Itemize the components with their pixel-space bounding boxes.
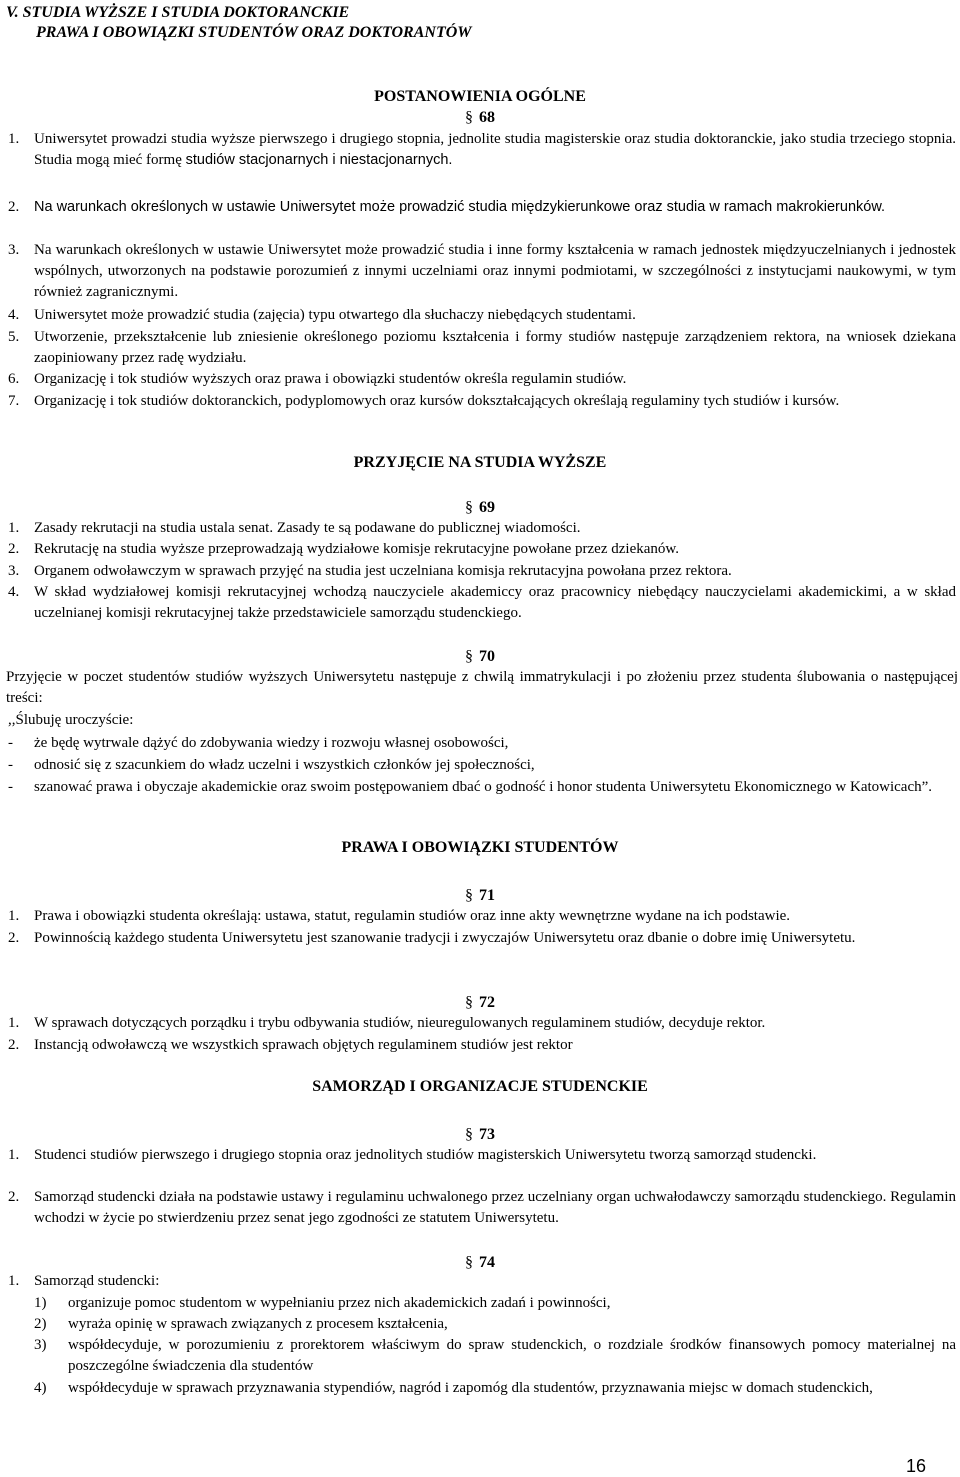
item-number: 2. [8, 930, 20, 946]
oath-text: że będę wytrwale dążyć do zdobywania wiedzy i rozwoju własnej osobowości, [34, 735, 509, 751]
subitem-number: 3) [34, 1337, 47, 1353]
subitem-text: współdecyduje, w porozumieniu z prorektorem właściwym do spraw studenckich, o rozdziale środków finansowych pomocy materialnej na poszczególne świadczenia dla studentów [68, 1337, 956, 1374]
item-text: Organizację i tok studiów doktoranckich, podyplomowych oraz kursów dokształcających określają regulaminy tych studiów i kursów. [34, 393, 840, 409]
item-number: 2. [8, 1037, 20, 1053]
paragraph-number: 70 [479, 648, 495, 665]
section-heading-self-government: SAMORZĄD I ORGANIZACJE STUDENCKIE [312, 1078, 648, 1095]
paragraph-number: 71 [479, 887, 495, 904]
item-text: W skład wydziałowej komisji rekrutacyjnej wchodzą nauczyciele akademiccy oraz pracownicy niebędący nauczycielami akademickimi, a w skład uczelnianej komisji rekrutacyjnej także przedstawiciele samorządu studenckiego. [34, 584, 956, 621]
item-number: 1. [8, 1147, 20, 1163]
item-text: Instancją odwoławczą we wszystkich sprawach objętych regulaminem studiów jest rektor [34, 1037, 573, 1053]
section-sign: § [465, 109, 473, 126]
paragraph-number: 72 [479, 994, 495, 1011]
paragraph-70-intro: Przyjęcie w poczet studentów studiów wyższych Uniwersytetu następuje z chwilą immatrykulacji i po złożeniu przez studenta ślubowania o następującej treści: [6, 669, 958, 706]
item-number: 6. [8, 371, 20, 387]
oath-opening: ,,Ślubuję uroczyście: [8, 712, 134, 728]
item-text [34, 129, 956, 171]
subitem-number: 2) [34, 1316, 47, 1332]
subitem-text: wyraża opinię w sprawach związanych z procesem kształcenia, [68, 1316, 448, 1332]
section-heading-admission: PRZYJĘCIE NA STUDIA WYŻSZE [353, 454, 607, 471]
section-sign: § [465, 1126, 473, 1143]
item-number: 3. [8, 242, 20, 258]
section-sign: § [465, 994, 473, 1011]
paragraph-number: 73 [479, 1126, 495, 1143]
item-text: Prawa i obowiązki studenta określają: ustawa, statut, regulamin studiów oraz inne akty wewnętrzne wydane na ich podstawie. [34, 908, 791, 924]
item-text: Samorząd studencki: [34, 1273, 160, 1289]
subitem-number: 1) [34, 1295, 47, 1311]
section-sign: § [465, 648, 473, 665]
oath-text: szanować prawa i obyczaje akademickie oraz swoim postępowaniem dbać o godność i honor studenta Uniwersytetu Ekonomicznego w Katowicach”. [34, 779, 933, 795]
section-sign: § [465, 887, 473, 904]
item-text: Zasady rekrutacji na studia ustala senat. Zasady te są podawane do publicznej wiadomości. [34, 520, 581, 536]
section-heading-general: POSTANOWIENIA OGÓLNE [374, 88, 586, 105]
section-sign: § [465, 1254, 473, 1271]
subitem-text: organizuje pomoc studentom w wypełnianiu przez nich akademickich zadań i powinności, [68, 1295, 611, 1311]
item-number: 2. [8, 541, 20, 557]
item-number: 1. [8, 908, 20, 924]
section-heading-rights: PRAWA I OBOWIĄZKI STUDENTÓW [341, 839, 619, 856]
page-number: 16 [905, 1456, 926, 1476]
item-number: 7. [8, 393, 20, 409]
paragraph-number: 74 [479, 1254, 495, 1271]
paragraph-72-items [0, 1013, 960, 1063]
item-text: Utworzenie, przekształcenie lub zniesienie określonego poziomu kształcenia i formy studiów następuje zarządzeniem rektora, na wniosek dziekana zaopiniowany przez radę wydziału. [34, 329, 956, 366]
item-text-serif: Uniwersytet prowadzi studia wyższe pierwszego i drugiego stopnia, jednolite studia magisterskie oraz studia doktoranckie, jako studia trzeciego stopnia. Studia mogą mieć formę [34, 131, 956, 168]
subitem-number: 4) [34, 1380, 47, 1396]
section-sign: § [465, 499, 473, 516]
item-number: 2. [8, 199, 20, 215]
item-text: Uniwersytet może prowadzić studia (zajęcia) typu otwartego dla słuchaczy niebędących studentami. [34, 307, 636, 323]
paragraph-72-heading [0, 992, 960, 1013]
paragraph-71-heading [0, 885, 960, 906]
paragraph-73-heading [0, 1124, 960, 1145]
paragraph-74-heading [0, 1252, 960, 1273]
paragraph-69-heading [0, 497, 960, 518]
item-text: Samorząd studencki działa na podstawie ustawy i regulaminu uchwalonego przez uczelniany organ uchwałodawczy samorządu studenckiego. Regulamin wchodzi w życie po stwierdzeniu przez senat jego zgodności ze statutem Uniwersytetu. [34, 1189, 956, 1226]
subitem-text: współdecyduje w sprawach przyznawania stypendiów, nagród i zapomóg dla studentów, przyznawania miejsc w domach studenckich, [68, 1380, 873, 1396]
oath-dash: - [8, 735, 13, 751]
item-text-sans: studiów stacjonarnych i niestacjonarnych. [185, 152, 453, 168]
chapter-title-line2: PRAWA I OBOWIĄZKI STUDENTÓW ORAZ DOKTORANTÓW [36, 24, 472, 41]
paragraph-71-items [0, 906, 960, 976]
item-text: Organem odwoławczym w sprawach przyjęć na studia jest uczelniana komisja rekrutacyjna powołana przez rektora. [34, 563, 732, 579]
oath-dash: - [8, 779, 13, 795]
chapter-title-line1: V. STUDIA WYŻSZE I STUDIA DOKTORANCKIE [6, 4, 350, 21]
item-number: 4. [8, 307, 20, 323]
paragraph-69-items [0, 518, 960, 628]
item-text: Powinnością każdego studenta Uniwersytetu jest szanowanie tradycji i zwyczajów Uniwersytetu oraz dbanie o dobre imię Uniwersytetu. [34, 930, 856, 946]
paragraph-73-items [0, 1145, 960, 1240]
item-text: Organizację i tok studiów wyższych oraz prawa i obowiązki studentów określa regulamin studiów. [34, 371, 627, 387]
paragraph-74-items [0, 1271, 960, 1421]
oath-list [0, 733, 960, 823]
item-number: 1. [8, 1273, 20, 1289]
item-number: 1. [8, 520, 20, 536]
item-text: Studenci studiów pierwszego i drugiego stopnia oraz jednolitych studiów magisterskich Uniwersytetu tworzą samorząd studencki. [34, 1147, 817, 1163]
paragraph-70-heading [0, 646, 960, 667]
oath-text: odnosić się z szacunkiem do władz uczelni i wszystkich członków jej społeczności, [34, 757, 535, 773]
item-text: W sprawach dotyczących porządku i trybu odbywania studiów, nieuregulowanych regulaminem studiów, decyduje rektor. [34, 1015, 766, 1031]
item-number: 2. [8, 1189, 20, 1205]
item-text: Rekrutację na studia wyższe przeprowadzają wydziałowe komisje rekrutacyjne powołane przez dziekanów. [34, 541, 679, 557]
paragraph-68-items [0, 129, 960, 429]
oath-dash: - [8, 757, 13, 773]
item-number: 5. [8, 329, 20, 345]
chapter-title [6, 3, 960, 43]
item-number: 3. [8, 563, 20, 579]
item-number: 4. [8, 584, 20, 600]
item-text: Na warunkach określonych w ustawie Uniwersytet może prowadzić studia międzykierunkowe oraz studia w ramach makrokierunków. [34, 199, 886, 215]
paragraph-number: 69 [479, 499, 495, 516]
item-number: 1. [8, 131, 20, 147]
paragraph-68-heading [0, 107, 960, 128]
item-text: Na warunkach określonych w ustawie Uniwersytet może prowadzić studia i inne formy kształcenia w ramach jednostek międzyuczelnianych i jednostek wspólnych, utworzonych na podstawie porozumień z innymi uczelniami oraz innymi podmiotami, w szczególności z instytucjami naukowymi, w tym również zagranicznymi. [34, 242, 956, 300]
paragraph-number: 68 [479, 109, 495, 126]
item-number: 1. [8, 1015, 20, 1031]
